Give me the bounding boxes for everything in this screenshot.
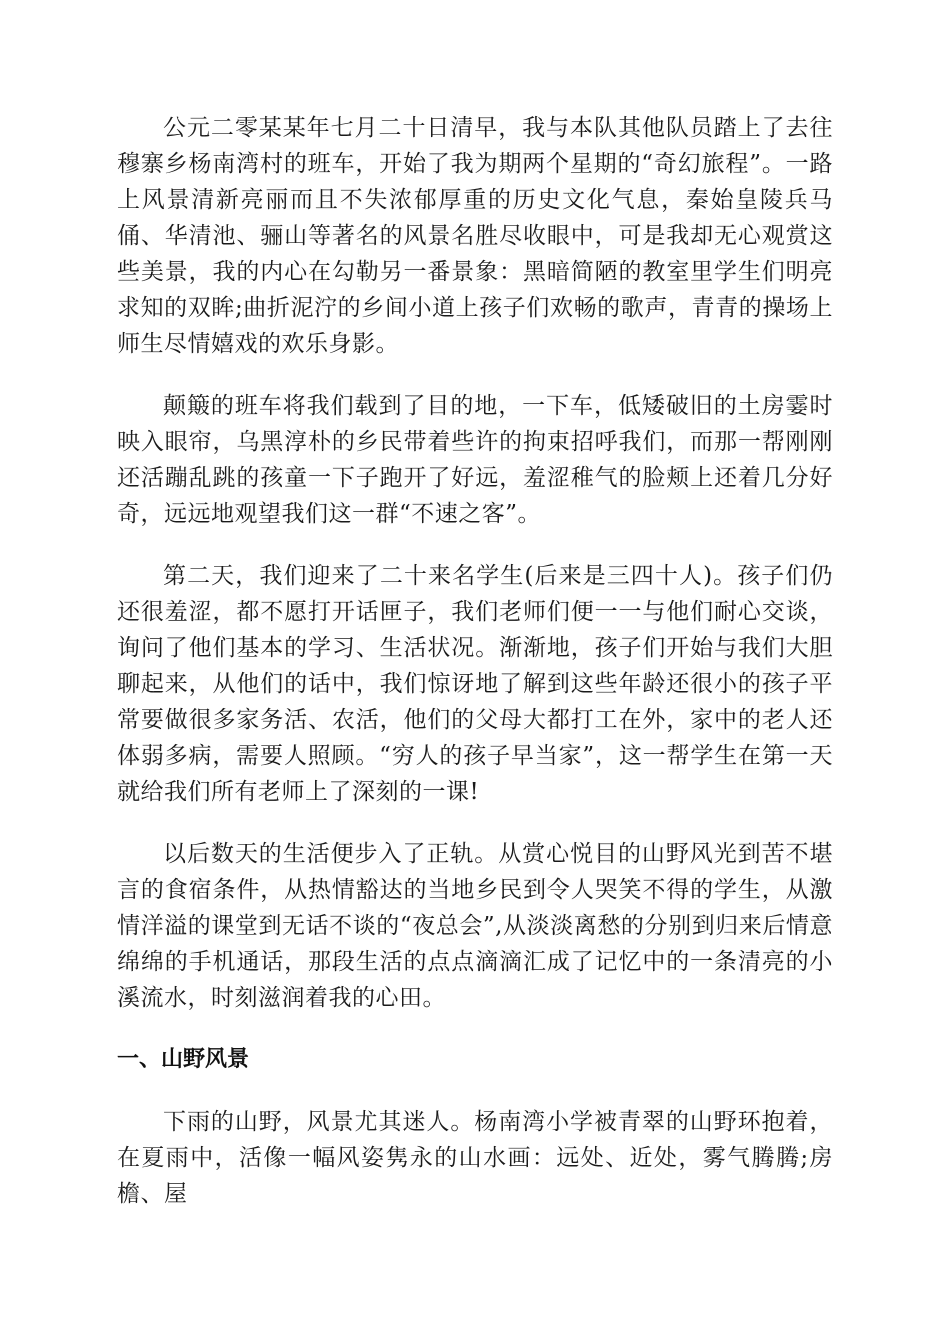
paragraph-daily-life: 以后数天的生活便步入了正轨。从赏心悦目的山野风光到苦不堪言的食宿条件，从热情豁达的当地乡民到令人哭笑不得的学生，从激情洋溢的课堂到无话不谈的“夜总会”,从淡淡离愁的分别到归来后情意绵绵的手机通话，那段生活的点点滴滴汇成了记忆中的一条清亮的小溪流水，时刻滋润着我的心田。 [117, 841, 833, 1011]
paragraph-mountain-scenery: 下雨的山野，风景尤其迷人。杨南湾小学被青翠的山野环抱着，在夏雨中，活像一幅风姿隽永的山水画：远处、近处，雾气腾腾;房檐、屋 [117, 1109, 833, 1207]
paragraph-second-day: 第二天，我们迎来了二十来名学生(后来是三四十人)。孩子们仍还很羞涩，都不愿打开话匣子，我们老师们便一一与他们耐心交谈，询问了他们基本的学习、生活状况。渐渐地，孩子们开始与我们大胆聊起来，从他们的话中，我们惊讶地了解到这些年龄还很小的孩子平常要做很多家务活、农活，他们的父母大都打工在外，家中的老人还体弱多病，需要人照顾。“穷人的孩子早当家”，这一帮学生在第一天就给我们所有老师上了深刻的一课! [117, 563, 833, 805]
document-body [117, 110, 833, 1238]
section-heading: 一、山野风景 [117, 1047, 250, 1072]
paragraph-departure: 公元二零某某年七月二十日清早，我与本队其他队员踏上了去往穆寨乡杨南湾村的班车，开始了我为期两个星期的“奇幻旅程”。一路上风景清新亮丽而且不失浓郁厚重的历史文化气息，秦始皇陵兵马俑、华清池、骊山等著名的风景名胜尽收眼中，可是我却无心观赏这些美景，我的内心在勾勒另一番景象：黑暗简陋的教室里学生们明亮求知的双眸;曲折泥泞的乡间小道上孩子们欢畅的歌声，青青的操场上师生尽情嬉戏的欢乐身影。 [117, 115, 833, 357]
paragraph-arrival: 颠簸的班车将我们载到了目的地，一下车，低矮破旧的土房霎时映入眼帘，乌黑淳朴的乡民带着些许的拘束招呼我们，而那一帮刚刚还活蹦乱跳的孩童一下子跑开了好远，羞涩稚气的脸颊上还着几分好奇，远远地观望我们这一群“不速之客”。 [117, 393, 833, 527]
